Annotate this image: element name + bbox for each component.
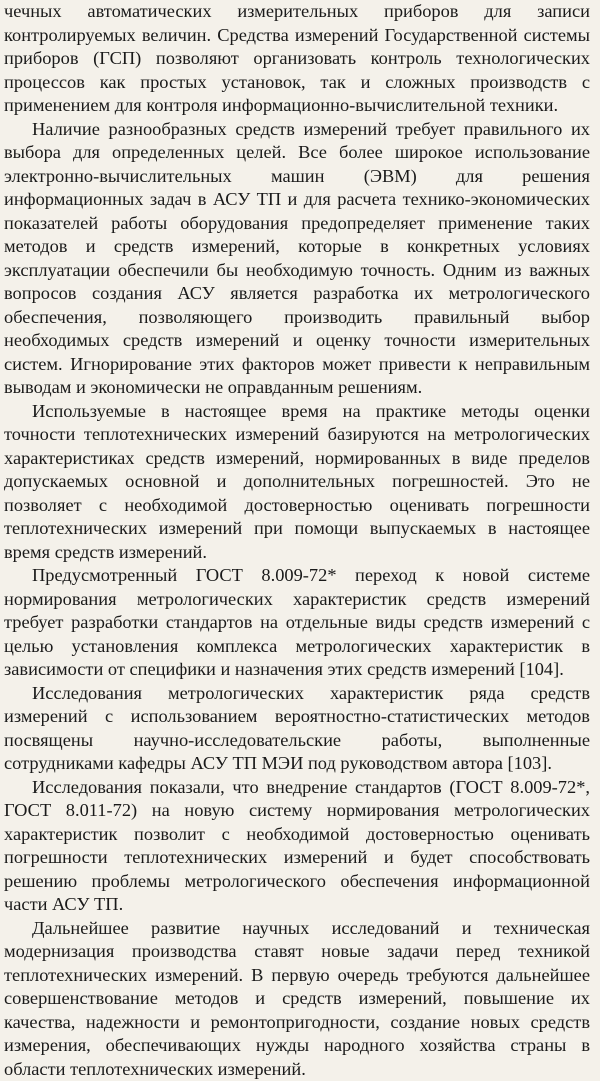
paragraph-research-works: Исследования метрологических характеристик ряда средств измерений с использованием вероятностно-статистических методов посвящены научно-исследовательские работы, выполненные сотрудниками кафедры АСУ ТП МЭИ под руководством автора [103]. xyxy=(4,682,590,776)
paragraph-gost-standard: Предусмотренный ГОСТ 8.009-72* переход к новой системе нормирования метрологических характеристик средств измерений требует разработки стандартов на отдельные виды средств измерений с целью установления комплекса метрологических характеристик в зависимости от специфики и назначения этих средств измерений [104]. xyxy=(4,564,590,682)
paragraph-accuracy-methods: Используемые в настоящее время на практике методы оценки точности теплотехнических измерений базируются на метрологических характеристиках средств измерений, нормированных в виде пределов допускаемых основной и дополнительных погрешностей. Это не позволяет с необходимой достоверностью оценивать погрешности теплотехнических измерений при помощи выпускаемых в настоящее время средств измерений. xyxy=(4,400,590,565)
paragraph-measurement-selection: Наличие разнообразных средств измерений требует правильного их выбора для определенных целей. Все более широкое использование электронно-вычислительных машин (ЭВМ) для решения информационных задач в АСУ ТП и для расчета технико-экономических показателей работы оборудования предопределяет применение таких методов и средств измерений, которые в конкретных условиях эксплуатации обеспечили бы необходимую точность. Одним из важных вопросов создания АСУ является разработка их метрологического обеспечения, позволяющего производить правильный выбор необходимых средств измерений и оценку точности измерительных систем. Игнорирование этих факторов может привести к неправильным выводам и экономически не оправданным решениям. xyxy=(4,118,590,400)
paragraph-future-development: Дальнейшее развитие научных исследований и техническая модернизация производства ставят новые задачи перед техникой теплотехнических измерений. В первую очередь требуются дальнейшее совершенствование методов и средств измерений, повышение их качества, надежности и ремонтопригодности, создание новых средств измерения, обеспечивающих нужды народного хозяйства страны в области теплотехнических измерений. xyxy=(4,917,590,1081)
paragraph-continuation: чечных автоматических измерительных приборов для записи контролируемых величин. Средства измерений Государственной системы приборов (ГСП) позволяют организовать контроль технологических процессов как простых установок, так и сложных производств с применением для контроля информационно-вычислительной техники. xyxy=(4,0,590,118)
paragraph-research-results: Исследования показали, что внедрение стандартов (ГОСТ 8.009-72*, ГОСТ 8.011-72) на новую систему нормирования метрологических характеристик позволит с необходимой достоверностью оценивать погрешности теплотехнических измерений и будет способствовать решению проблемы метрологического обеспечения информационной части АСУ ТП. xyxy=(4,776,590,917)
